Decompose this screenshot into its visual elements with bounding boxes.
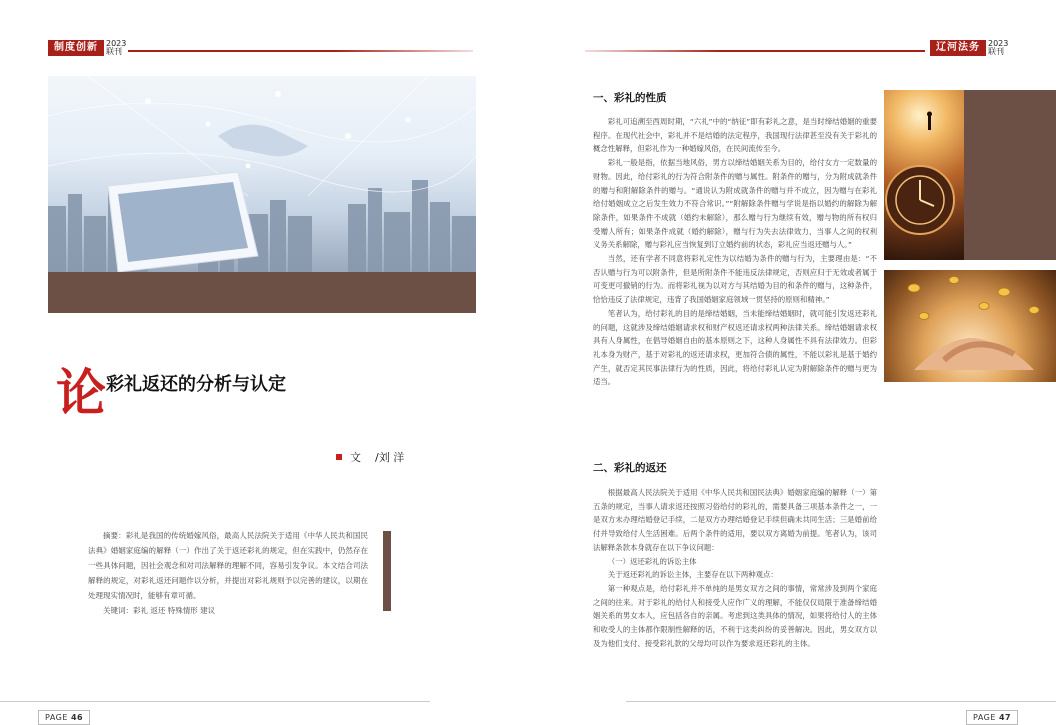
section2-paragraph: 根据最高人民法院关于适用《中华人民共和国民法典》婚姻家庭编的解释（一）第五条的规定，当事人请求返还按照习俗给付的彩礼的，需要具备三项基本条件之一，一是双方未办理结婚登记手续，二是双方办理结婚登记手续但确未共同生活；三是婚前给付并导致给付人生活困难。后两个条件的适用，要以双方离婚为前提。笔者认为，该司法解释条款本身就存在以下争议问题： bbox=[593, 488, 877, 552]
section1-paragraph: 彩礼一般是指，依据当地风俗，男方以缔结婚姻关系为目的，给付女方一定数量的财物。因此，给付彩礼的行为符合附条件的赠与属性。附条件的赠与，分为附成就条件的赠与和附解除条件的赠与。“通说认为附成就条件的赠与并不成立，因为赠与在彩礼给付婚姻成立之后发生效力不符合常识。”“附解除条件赠与学说是指以婚约的解除为解除条件，如果条件不成就（婚约未解除），那么赠与行为继续有效，赠与物的所有权归受赠人所有；如果条件成就（婚约解除），赠与行为失去法律效力，当事人之间的权利义务关系解除，赠与彩礼应当恢复到订立婚约前的状态，彩礼应当返还赠与人。” bbox=[593, 158, 877, 250]
handshake-coins-image bbox=[884, 270, 1056, 382]
left-page-label: PAGE bbox=[45, 713, 68, 722]
left-header-issue: 联刊 bbox=[106, 47, 122, 56]
right-footer-rule bbox=[626, 701, 1056, 702]
section1-paragraph: 笔者认为，给付彩礼的目的是缔结婚姻，当未能缔结婚姻时，就可能引发返还彩礼的问题，这就涉及缔结婚姻请求权和财产权返还请求权两种法律关系。缔结婚姻请求权具有人身属性，在倡导婚姻自由的基本原则之下，这种人身属性不具有法律效力。但彩礼本身为财产，基于对彩礼的返还请求权，更加符合债的属性，不能以彩礼是基于婚约产生，就否定其民事法律行为的性质，因此，将给付彩礼认定为附解除条件的赠与更为适当。 bbox=[593, 308, 877, 387]
abstract-block bbox=[88, 528, 368, 618]
left-footer-rule bbox=[0, 701, 430, 702]
left-header-rule bbox=[128, 50, 473, 52]
right-header-tag: 辽河法务 bbox=[930, 40, 986, 56]
right-header-issue: 联刊 bbox=[988, 47, 1004, 56]
right-header-year-block bbox=[988, 40, 1008, 56]
left-page-number bbox=[38, 710, 90, 725]
abstract-text: 摘要：彩礼是我国的传统婚嫁风俗，最高人民法院关于适用《中华人民共和国民法典》婚姻家庭编的解释（一）作出了关于返还彩礼的规定，但在实践中，仍然存在一些具体问题，因社会观念和对司法解释的理解不同，容易引发争议。本文结合司法解释的规定，对彩礼返还问题作以分析，并提出对彩礼规则予以完善的建议，以期在处理现实情况时，能够有章可循。 bbox=[88, 531, 368, 600]
right-header-rule bbox=[585, 50, 925, 52]
hero-brown-band bbox=[48, 272, 476, 313]
author-line bbox=[336, 449, 404, 465]
left-page-value: 46 bbox=[70, 713, 84, 722]
right-page-value: 47 bbox=[998, 713, 1012, 722]
author-name: /刘 洋 bbox=[375, 451, 405, 464]
section2-title: 二、彩礼的返还 bbox=[593, 462, 667, 474]
section1-paragraph: 当然，还有学者不同意将彩礼定性为以结婚为条件的赠与行为，主要理由是：“不否认赠与行为可以附条件，但是所附条件不能违反法律规定，否则应归于无效或者属于可变更可撤销的行为。而将彩礼视为以对方与其结婚为目的和条件的赠与，这种条件，恰恰违反了法律规定，违背了我国婚姻家庭领域一贯坚持的原则和精神。” bbox=[593, 254, 877, 305]
clock-gears-image bbox=[884, 90, 964, 260]
side-brown-band bbox=[964, 90, 1056, 260]
left-header-tag: 制度创新 bbox=[48, 40, 104, 56]
right-header-year: 2023 bbox=[988, 39, 1009, 48]
author-prefix: 文 bbox=[350, 451, 361, 464]
section2-body bbox=[593, 486, 877, 650]
section2-paragraph: 关于返还彩礼的诉讼主体，主要存在以下两种观点： bbox=[607, 570, 778, 580]
clock-gears-illustration bbox=[884, 90, 964, 260]
abstract-vertical-bar bbox=[383, 531, 391, 611]
author-square-icon bbox=[336, 454, 342, 460]
section1-title: 一、彩礼的性质 bbox=[593, 92, 667, 104]
section1-body bbox=[593, 115, 877, 389]
section2-paragraph: 第一种观点是，给付彩礼并不单纯的是男女双方之间的事情，常常涉及到两个家庭之间的往来。对于彩礼的给付人和接受人应作广义的理解，不能仅仅局限于准备缔结婚姻关系的男女本人，应包括各自的亲属。考虑到这类具体的情况，如果将给付人的主体和收受人的主体都作限制性解释的话，不利于这类纠纷的妥善解决。因此，男女双方以及为他们支付、接受彩礼款的父母均可以作为要求返还彩礼的主体。 bbox=[593, 583, 877, 648]
coins-illustration bbox=[884, 270, 1056, 382]
right-page-number bbox=[966, 710, 1018, 725]
right-page-label: PAGE bbox=[973, 713, 996, 722]
hero-illustration bbox=[48, 76, 476, 272]
title-lead-character: 论 bbox=[56, 363, 106, 422]
section2-paragraph: （一）返还彩礼的诉讼主体 bbox=[607, 556, 697, 566]
hero-handshake-city-image bbox=[48, 76, 476, 272]
left-header-year-block bbox=[106, 40, 126, 56]
article-title: 彩礼返还的分析与认定 bbox=[106, 374, 286, 395]
keywords-text: 关键词：彩礼 返还 特殊情形 建议 bbox=[103, 606, 216, 615]
section1-paragraph: 彩礼可追溯至西周时期，“六礼”中的“纳征”即有彩礼之意，是当时缔结婚姻的重要程序。在现代社会中，彩礼并不是结婚的法定程序，我国现行法律甚至没有关于彩礼的概念性解释，但彩礼作为一种婚嫁风俗，在民间流传至今。 bbox=[593, 117, 877, 154]
left-header-year: 2023 bbox=[106, 39, 127, 48]
